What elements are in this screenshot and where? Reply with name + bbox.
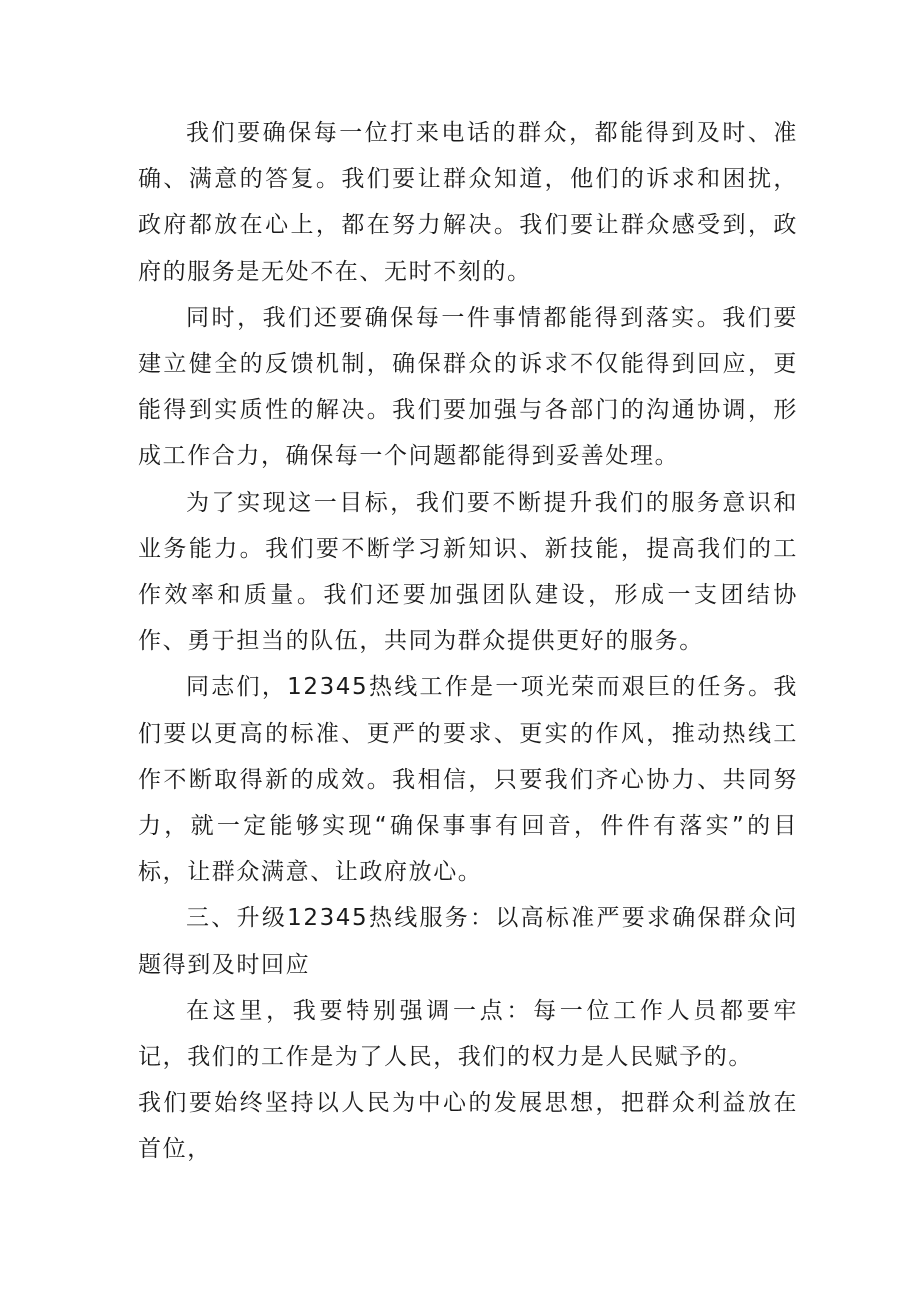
paragraph-2: 同时，我们还要确保每一件事情都能得到落实。我们要建立健全的反馈机制，确保群众的诉求不仅能得到回应，更能得到实质性的解决。我们要加强与各部门的沟通协调，形成工作合力，确保每一个问题都能得到妥善处理。: [138, 304, 798, 470]
paragraph-5: 在这里，我要特别强调一点：每一位工作人员都要牢记，我们的工作是为了人民，我们的权力是人民赋予的。: [138, 997, 798, 1071]
paragraph-4: 同志们，12345热线工作是一项光荣而艰巨的任务。我们要以更高的标准、更严的要求、更实的作风，推动热线工作不断取得新的成效。我相信，只要我们齐心协力、共同努力，就一定能够实现“确保事事有回音，件件有落实”的目标，让群众满意、让政府放心。: [138, 674, 798, 886]
paragraph-1: 我们要确保每一位打来电话的群众，都能得到及时、准确、满意的答复。我们要让群众知道，他们的诉求和困扰，政府都放在心上，都在努力解决。我们要让群众感受到，政府的服务是无处不在、无时不刻的。: [138, 120, 798, 285]
paragraph-6: 我们要始终坚持以人民为中心的发展思想，把群众利益放在首位，: [138, 1090, 798, 1163]
section-heading: 三、升级12345热线服务：以高标准严要求确保群众问题得到及时回应: [138, 905, 798, 978]
paragraph-3: 为了实现这一目标，我们要不断提升我们的服务意识和业务能力。我们要不断学习新知识、新技能，提高我们的工作效率和质量。我们还要加强团队建设，形成一支团结协作、勇于担当的队伍，共同为群众提供更好的服务。: [138, 489, 798, 655]
document-body: [138, 110, 798, 1173]
